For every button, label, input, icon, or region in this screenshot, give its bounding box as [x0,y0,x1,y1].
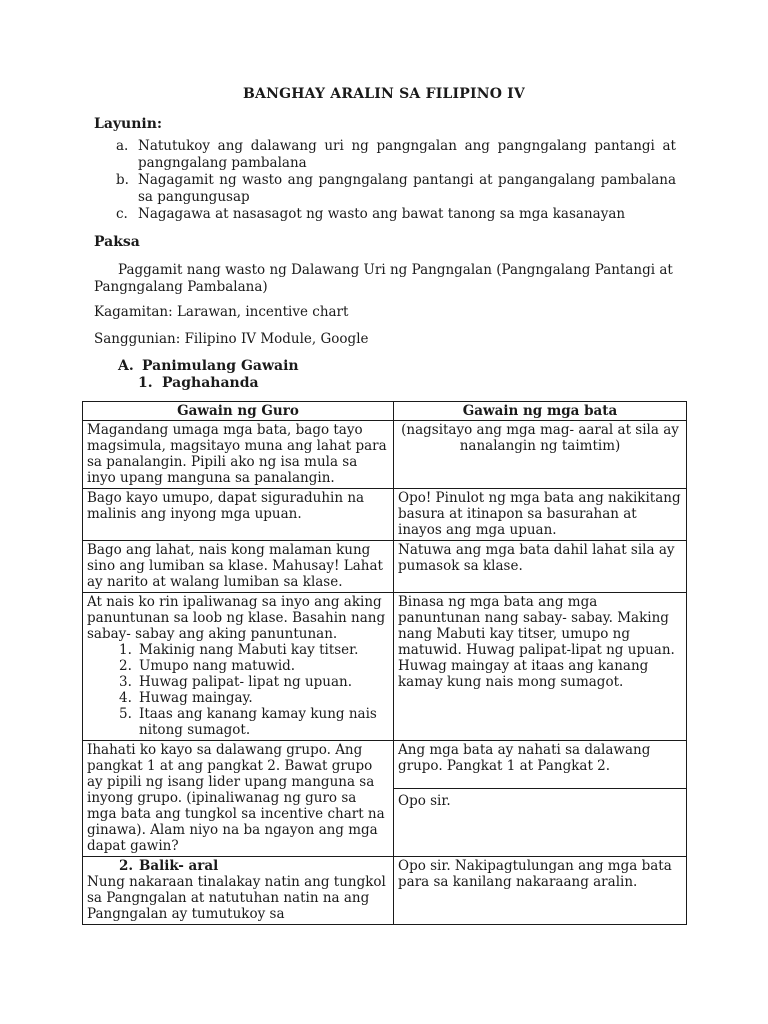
cell-bata: (nagsitayo ang mga mag- aaral at sila ay nanalangin ng taimtim) [394,421,687,489]
cell-guro: Magandang umaga mga bata, bago tayo magsimula, magsitayo muna ang lahat para sa panalangin. Pipili ako ng isa mula sa inyo upang manguna sa panalangin. [83,421,394,489]
cell-guro [83,857,394,925]
layunin-heading: Layunin: [94,116,163,132]
bata-response-yes: Opo sir. [394,788,686,809]
rules-intro: At nais ko rin ipaliwanag sa inyo ang aking panuntunan sa loob ng klase. Basahin nang sabay- sabay ang aking panuntunan. [87,594,386,642]
paksa-topic: Paggamit nang wasto ng Dalawang Uri ng Pangngalan (Pangngalang Pantangi at Pangngalang Pambalana) [94,262,673,295]
balik-aral-text: Nung nakaraan tinalakay natin ang tungkol sa Pangngalan at natutuhan natin na ang Pangngalan ay tumutukoy sa [87,874,386,922]
section-a-heading [118,358,299,374]
paksa-heading: Paksa [94,234,140,250]
rules-list [87,642,389,738]
objective-marker: a. [116,138,129,154]
activities-table [82,401,687,925]
rule-text: Itaas ang kanang kamay kung nais nitong sumagot. [139,706,377,738]
rule-item [87,674,389,690]
objective-item [110,172,676,206]
cell-bata: Natuwa ang mga bata dahil lahat sila ay pumasok sa klase. [394,541,687,593]
balik-aral-heading [87,858,389,874]
objective-text: Nagagamit ng wasto ang pangngalang pantangi at pangangalang pambalana sa pangungusap [138,172,676,205]
rule-marker: 4. [119,690,132,706]
objective-marker: c. [116,206,128,222]
sanggunian-text: Sanggunian: Filipino IV Module, Google [94,331,369,347]
table-row [83,741,687,857]
table-row [83,541,687,593]
objective-text: Natutukoy ang dalawang uri ng pangngalan ang pangngalang pantangi at pangngalang pambalana [138,138,676,171]
rule-item [87,690,389,706]
rule-marker: 1. [119,642,132,658]
table-row [83,489,687,541]
cell-bata [394,741,687,857]
objectives-list [110,138,676,223]
cell-bata: Opo sir. Nakipagtulungan ang mga bata para sa kanilang nakaraang aralin. [394,857,687,925]
header-guro: Gawain ng Guro [83,402,394,421]
objective-marker: b. [116,172,129,188]
rule-text: Huwag palipat- lipat ng upuan. [139,674,353,690]
section-a-label: Panimulang Gawain [142,358,299,374]
rule-marker: 5. [119,706,132,722]
rule-text: Huwag maingay. [139,690,253,706]
cell-bata: Opo! Pinulot ng mga bata ang nakikitang basura at itinapon sa basurahan at inayos ang mga upuan. [394,489,687,541]
rule-item [87,706,389,738]
section-1-heading [138,375,259,391]
rule-text: Umupo nang matuwid. [139,658,296,674]
cell-guro: Ihahati ko kayo sa dalawang grupo. Ang pangkat 1 at ang pangkat 2. Bawat grupo ay pipili ng isang lider upang manguna sa inyong grupo. (ipinaliwanag ng guro sa mga bata ang tungkol sa incentive chart na ginawa). Alam niyo na ba ngayon ang mga dapat gawin? [83,741,394,857]
rule-text: Makinig nang Mabuti kay titser. [139,642,359,658]
objective-item [110,138,676,172]
kagamitan-text: Kagamitan: Larawan, incentive chart [94,304,349,320]
table-row [83,421,687,489]
section-1-marker: 1. [138,375,153,391]
cell-guro [83,593,394,741]
section-a-marker: A. [118,358,134,374]
cell-bata: Binasa ng mga bata ang mga panuntunan nang sabay- sabay. Making nang Mabuti kay titser, umupo ng matuwid. Huwag palipat-lipat ng upuan. Huwag maingay at itaas ang kanang kamay kung nais mong sumagot. [394,593,687,741]
table-row [83,857,687,925]
section-1-label: Paghahanda [162,375,259,391]
table-header-row [83,402,687,421]
rule-marker: 3. [119,674,132,690]
objective-item [110,206,676,223]
cell-guro: Bago ang lahat, nais kong malaman kung sino ang lumiban sa klase. Mahusay! Lahat ay narito at walang lumiban sa klase. [83,541,394,593]
table-row [83,593,687,741]
rule-marker: 2. [119,658,132,674]
balik-aral-marker: 2. [119,858,134,874]
balik-aral-label: Balik- aral [139,858,219,874]
bata-response-group: Ang mga bata ay nahati sa dalawang grupo. Pangkat 1 at Pangkat 2. [398,742,651,774]
header-bata: Gawain ng mga bata [394,402,687,421]
cell-guro: Bago kayo umupo, dapat siguraduhin na malinis ang inyong mga upuan. [83,489,394,541]
document-title: BANGHAY ARALIN SA FILIPINO IV [242,86,525,102]
rule-item [87,658,389,674]
objective-text: Nagagawa at nasasagot ng wasto ang bawat tanong sa mga kasanayan [138,206,626,222]
rule-item [87,642,389,658]
